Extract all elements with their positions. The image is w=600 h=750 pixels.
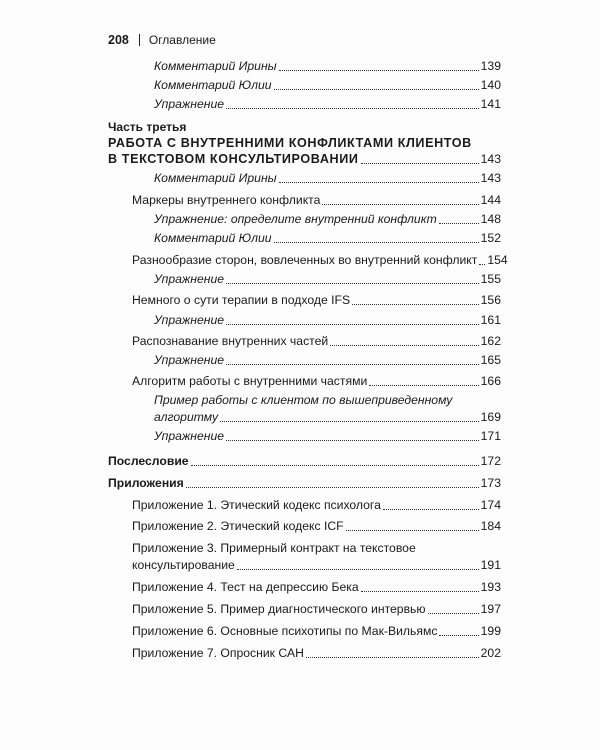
dot-leader [330,344,478,346]
toc-entry[interactable] [132,646,501,661]
toc-entry-title-line1[interactable]: Пример работы с клиентом по вышеприведенному [154,393,453,407]
toc-entry[interactable] [132,374,501,389]
toc-entry-title: Упражнение [154,97,225,111]
dot-leader [279,181,479,183]
toc-entry-page: 143 [480,152,501,166]
toc-entry-page: 156 [480,293,501,307]
toc-entry-title: Комментарий Ирины [154,59,277,73]
dot-leader [352,303,479,305]
dot-leader [439,222,479,224]
section-title: Оглавление [148,33,216,47]
toc-entry[interactable] [154,78,501,93]
toc-entry-page: 173 [480,476,501,490]
toc-entry[interactable] [154,231,501,246]
toc-entry-page: 154 [487,253,508,267]
dot-leader [361,590,479,592]
dot-leader [383,508,479,510]
part-title-line2: В ТЕКСТОВОМ КОНСУЛЬТИРОВАНИИ [108,152,359,166]
toc-entry-title: Приложение 4. Тест на депрессию Бека [132,580,359,594]
toc-entry-page: 144 [480,193,501,207]
dot-leader [237,568,479,570]
toc-entry-title: Упражнение [154,272,225,286]
part-label: Часть третья [108,120,187,134]
toc-entry-title-line1[interactable]: Приложение 3. Примерный контракт на текстовое [132,541,416,555]
toc-entry-title: Комментарий Юлии [154,78,272,92]
dot-leader [428,612,479,614]
toc-entry-page: 169 [480,410,501,424]
toc-entry-page: 174 [480,498,501,512]
toc-entry[interactable] [154,353,501,368]
toc-entry-page: 171 [480,429,501,443]
toc-entry-title: Упражнение [154,313,225,327]
part-title-line1[interactable]: РАБОТА С ВНУТРЕННИМИ КОНФЛИКТАМИ КЛИЕНТОВ [108,136,472,150]
toc-entry-page: 143 [480,171,501,185]
toc-entry[interactable] [132,293,501,308]
toc-entry[interactable] [132,580,501,595]
dot-leader [226,282,479,284]
toc-entry-title: Приложение 7. Опросник САН [132,646,304,660]
dot-leader [479,263,485,265]
toc-entry-title: Маркеры внутреннего конфликта [132,193,321,207]
dot-leader [274,88,479,90]
toc-entry[interactable] [154,313,501,328]
toc-entry-page: 140 [480,78,501,92]
toc-entry-page: 202 [480,646,501,660]
toc-entry-appendices[interactable] [108,476,501,491]
toc-entry-title: Приложение 2. Этический кодекс ICF [132,519,344,533]
toc-entry-page: 191 [480,558,501,572]
dot-leader [439,634,478,636]
toc-entry-page: 162 [480,334,501,348]
toc-entry[interactable] [154,212,501,227]
toc-entry-title: Упражнение [154,429,225,443]
toc-entry-title: Упражнение [154,353,225,367]
toc-entry-title: Немного о сути терапии в подходе IFS [132,293,351,307]
toc-entry-page: 141 [480,97,501,111]
toc-entry[interactable] [154,272,501,287]
toc-entry[interactable] [132,519,501,534]
toc-entry-title: Комментарий Ирины [154,171,277,185]
toc-entry-title-line2: консультирование [132,558,235,572]
toc-entry[interactable] [132,624,501,639]
toc-entry[interactable] [154,171,501,186]
toc-entry-title: Комментарий Юлии [154,231,272,245]
toc-entry-page: 161 [480,313,501,327]
toc-entry-title: Приложение 5. Пример диагностического интервью [132,602,426,616]
toc-entry[interactable] [132,193,501,208]
dot-leader [226,363,479,365]
toc-entry-title-line2: алгоритму [154,410,219,424]
toc-entry-page: 139 [480,59,501,73]
dot-leader [322,203,478,205]
dot-leader [220,420,479,422]
dot-leader [279,69,479,71]
toc-entry-title: Упражнение: определите внутренний конфликт [154,212,437,226]
toc-entry-part[interactable] [108,152,501,167]
dot-leader [306,656,479,658]
dot-leader [191,464,479,466]
toc-entry-page: 166 [480,374,501,388]
toc-entry-afterword[interactable] [108,454,501,469]
dot-leader [274,241,479,243]
toc-entry-page: 172 [480,454,501,468]
toc-entry-title: Алгоритм работы с внутренними частями [132,374,368,388]
toc-entry[interactable] [154,97,501,112]
dot-leader [346,529,479,531]
toc-entry[interactable] [154,59,501,74]
toc-entry-page: 199 [480,624,501,638]
toc-entry[interactable] [132,498,501,513]
dot-leader [186,486,479,488]
dot-leader [226,323,479,325]
toc-entry-title: Разнообразие сторон, вовлеченных во внутренний конфликт [132,253,478,267]
toc-entry[interactable] [132,602,501,617]
toc-entry-title: Приложение 6. Основные психотипы по Мак-Вильямс [132,624,438,638]
dot-leader [226,439,479,441]
toc-entry-title: Приложение 1. Этический кодекс психолога [132,498,381,512]
toc-entry-page: 165 [480,353,501,367]
toc-entry[interactable] [132,253,508,268]
dot-leader [361,162,479,164]
toc-entry-page: 184 [480,519,501,533]
page-number: 208 [108,33,129,47]
toc-entry-page: 197 [480,602,501,616]
toc-entry[interactable] [132,558,501,573]
toc-entry[interactable] [154,410,501,425]
toc-entry-page: 148 [480,212,501,226]
toc-entry-page: 155 [480,272,501,286]
toc-entry-title: Распознавание внутренних частей [132,334,329,348]
toc-entry-page: 152 [480,231,501,245]
dot-leader [226,107,479,109]
toc-entry-page: 193 [480,580,501,594]
toc-entry-title: Послесловие [108,454,189,468]
toc-entry-title: Приложения [108,476,184,490]
toc-entry[interactable] [154,429,501,444]
dot-leader [369,384,478,386]
toc-entry[interactable] [132,334,501,349]
